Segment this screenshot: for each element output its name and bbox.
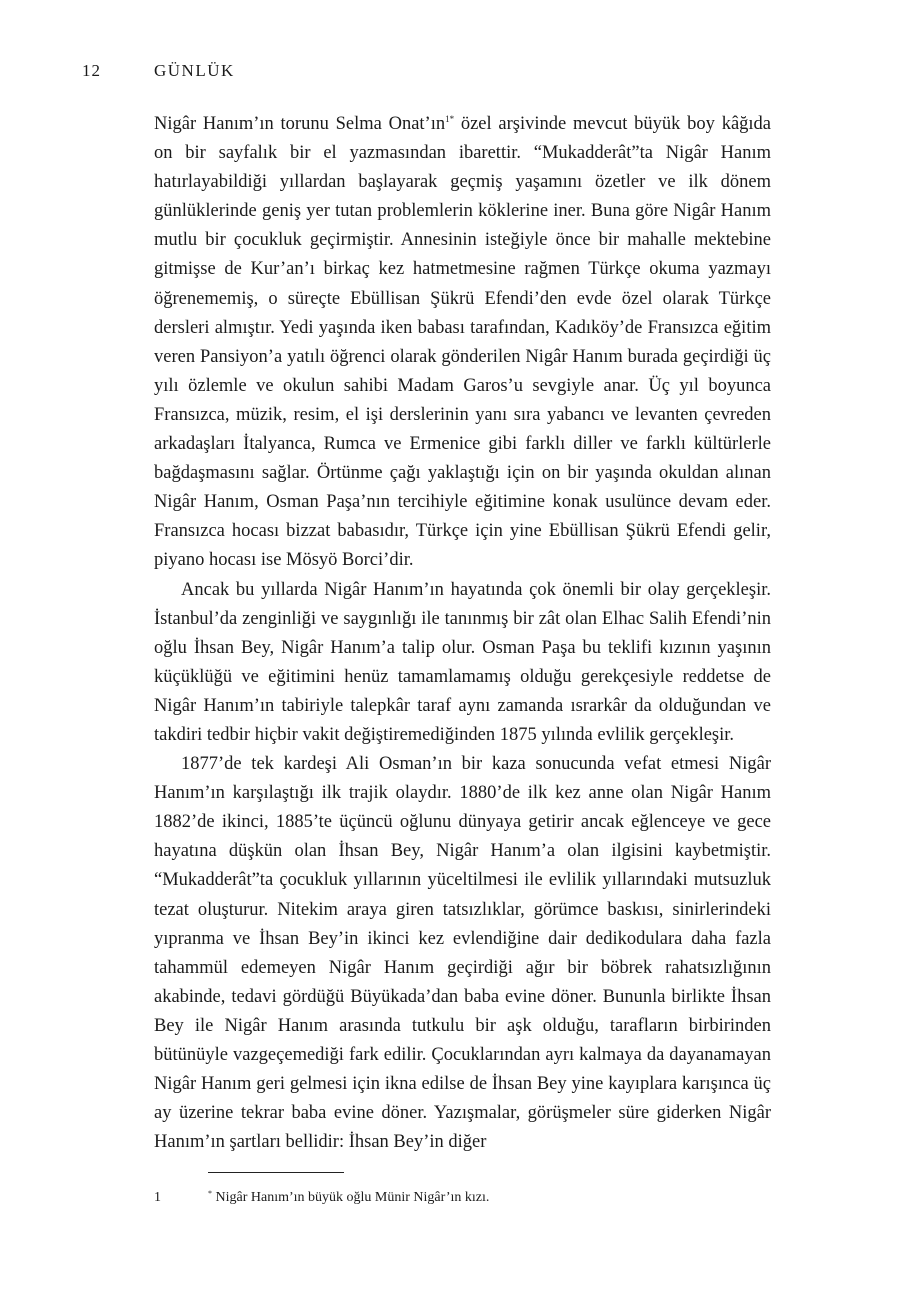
paragraph-3: 1877’de tek kardeşi Ali Osman’ın bir kaza sonucunda vefat etmesi Nigâr Hanım’ın karşılaştığı ilk trajik olaydır. 1880’de ilk kez anne olan Nigâr Hanım 1882’de ikinci, 1885’te üçüncü oğlunu dünyaya getirir ancak eğlenceye ve gece hayatına düşkün olan İhsan Bey, Nigâr Hanım’a olan ilgisini kaybetmiştir. “Mukadderât”ta çocukluk yıllarının yüceltilmesi ile evlilik yıllarındaki mutsuzluk tezat oluşturur. Nitekim araya giren tatsızlıklar, görümce baskısı, sinirlerindeki yıpranma ve İhsan Bey’in ikinci kez evlendiğine dair dedikodulara daha fazla tahammül edemeyen Nigâr Hanım geçirdiği ağır bir böbrek rahatsızlığının akabinde, tedavi gördüğü Büyükada’dan baba evine döner. Bununla birlikte İhsan Bey ile Nigâr Hanım arasında tutkulu bir aşk olduğu, tarafların birbirinden bütünüyle vazgeçemediği fark edilir. Çocuklarından ayrı kalmaya da dayanamayan Nigâr Hanım geri gelmesi için ikna edilse de İhsan Bey yine kayıplara karışınca üç ay üzerine tekrar baba evine döner. Yazışmalar, görüşmeler süre giderken Nigâr Hanım’ın şartları bellidir: İhsan Bey’in diğer <box>154 754 771 1153</box>
page-header <box>82 61 820 85</box>
paragraph-1-rest: özel arşivinde mevcut büyük boy kâğıda on bir sayfalık bir el yazmasından ibarettir. “Mukadderât”ta Nigâr Hanım hatırlayabildiği yıllardan başlayarak geçmiş yaşamını özetler ve ilk dönem günlüklerinde geniş yer tutan problemlerin köklerine iner. Buna göre Nigâr Hanım mutlu bir çocukluk geçirmiştir. Annesinin isteğiyle önce bir mahalle mektebine gitmişse de Kur’an’ı birkaç kez hatmetmesine rağmen Türkçe okuma yazmayı öğrenememiş, o süreçte Ebüllisan Şükrü Efendi’den evde özel olarak Türkçe dersleri almıştır. Yedi yaşında iken babası tarafından, Kadıköy’de Fransızca eğitim veren Pansiyon’a yatılı öğrenci olarak gönderilen Nigâr Hanım burada geçirdiği üç yılı özlemle ve okulun sahibi Madam Garos’u sevgiyle anar. Üç yıl boyunca Fransızca, müzik, resim, el işi derslerinin yanı sıra yabancı ve levanten çevreden arkadaşları İtalyanca, Rumca ve Ermenice gibi farklı diller ve farklı kültürlerle bağdaşmasını sağlar. Örtünme çağı yaklaştığı için on bir yaşında okuldan alınan Nigâr Hanım, Osman Paşa’nın tercihiyle eğitimine konak usulünce devam eder. Fransızca hocası bizzat babasıdır, Türkçe için yine Ebüllisan Şükrü Efendi gelir, piyano hocası ise Mösyö Borci’dir. <box>154 114 772 571</box>
paragraph-1-start: Nigâr Hanım’ın torunu Selma Onat’ın <box>154 114 446 134</box>
footnote-number: 1 <box>154 1190 161 1205</box>
paragraph-2: Ancak bu yıllarda Nigâr Hanım’ın hayatında çok önemli bir olay gerçekleşir. İstanbul’da zenginliği ve saygınlığı ile tanınmış bir zât olan Elhac Salih Efendi’nin oğlu İhsan Bey, Nigâr Hanım’a talip olur. Osman Paşa bu teklifi kızının yaşının küçüklüğü ve eğitimini henüz tamamlamamış olduğu gerekçesiyle reddetse de Nigâr Hanım’ın tabiriyle talepkâr taraf aynı zamanda ısrarkâr da olduğundan ve takdiri tedbir hiçbir vakit değiştiremediğinden 1875 yılında evlilik gerçekleşir. <box>154 579 771 745</box>
footnote-reference[interactable]: 1* <box>445 114 455 124</box>
footnote-text-wrapper <box>208 1190 489 1206</box>
page-number: 12 <box>82 61 101 80</box>
footnote-marker: * <box>208 1189 212 1198</box>
footnote-divider <box>208 1172 344 1173</box>
running-title: GÜNLÜK <box>154 61 235 80</box>
footnote-text: Nigâr Hanım’ın büyük oğlu Münir Nigâr’ın kızı. <box>212 1190 490 1205</box>
paragraph-1 <box>154 110 771 576</box>
body-text <box>154 110 771 1157</box>
